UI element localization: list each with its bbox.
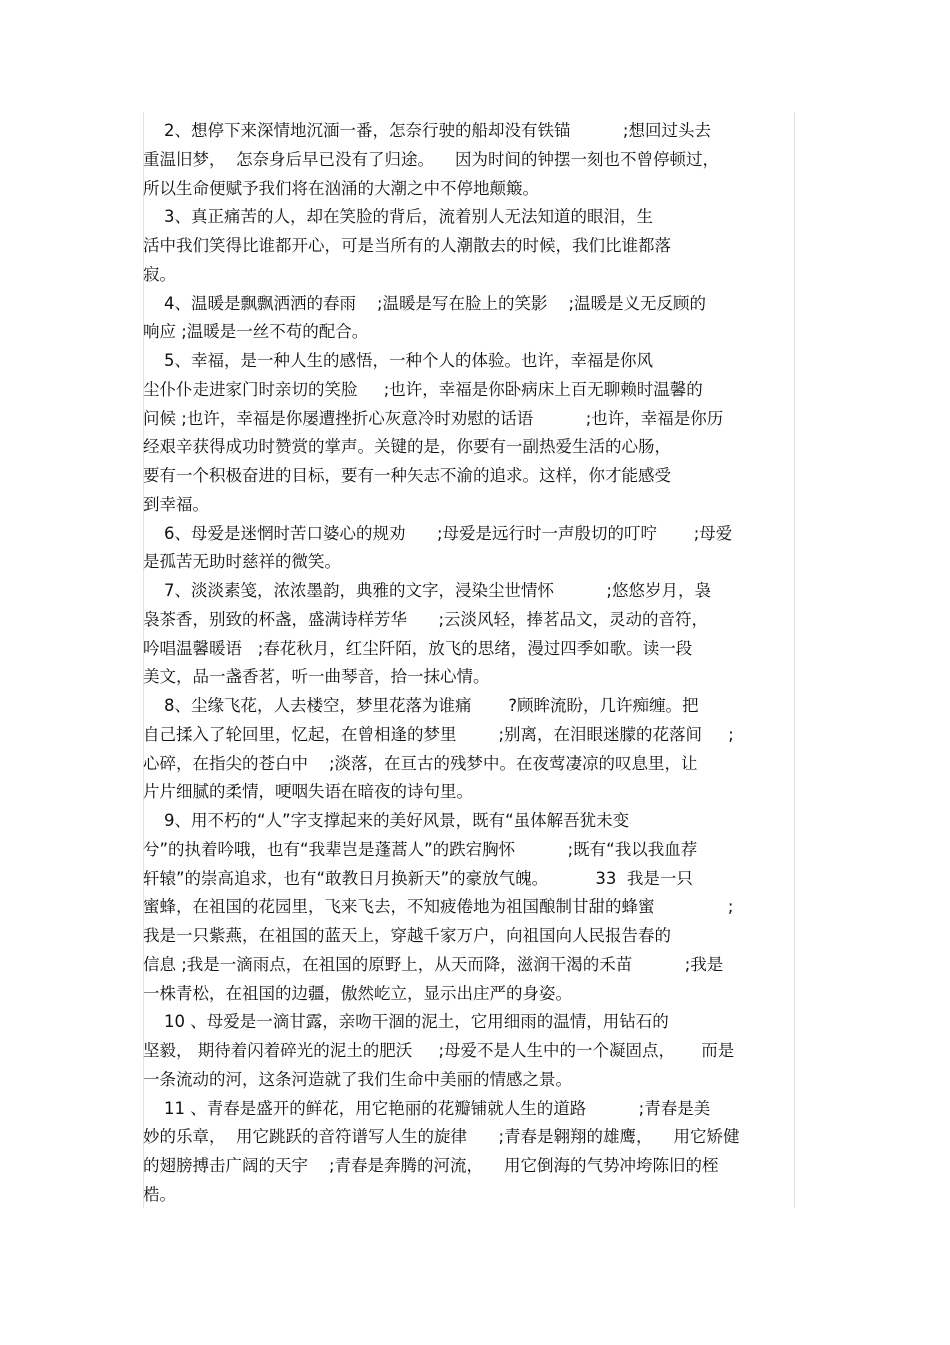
text-line: 美文，品一盏香茗，听一曲琴音，拾一抹心情。 <box>143 667 490 687</box>
text-line: 尘仆仆走进家门时亲切的笑脸 ;也许，幸福是你卧病床上百无聊赖时温馨的 <box>143 379 703 399</box>
text-line: 3、真正痛苦的人，却在笑脸的背后，流着别人无法知道的眼泪，生 <box>143 207 653 227</box>
text-line: 所以生命便赋予我们将在汹涌的大潮之中不停地颠簸。 <box>143 178 539 198</box>
text-line: 4、温暖是飘飘洒洒的春雨 ;温暖是写在脸上的笑影 ;温暖是义无反顾的 <box>143 293 707 313</box>
text-line: 重温旧梦， 怎奈身后早已没有了归途。 因为时间的钟摆一刻也不曾停顿过， <box>143 149 719 169</box>
right-margin-rule <box>794 112 795 1208</box>
text-line: 兮”的执着吟哦，也有“我辈岂是蓬蒿人”的跌宕胸怀 ;既有“我以我血荐 <box>143 839 698 859</box>
text-line: 坚毅， 期待着闪着碎光的泥土的肥沃 ;母爱不是人生中的一个凝固点， 而是 <box>143 1041 735 1060</box>
text-line: 8、尘缘飞花，人去楼空，梦里花落为谁痛 ?顾眸流盼，几许痴缠。把 <box>143 696 699 715</box>
text-line: 我是一只紫燕，在祖国的蓝天上，穿越千家万户，向祖国向人民报告春的 <box>143 926 671 945</box>
text-line: 到幸福。 <box>143 494 209 514</box>
text-line: 6、母爱是迷惘时苦口婆心的规劝 ;母爱是远行时一声殷切的叮咛 ;母爱 <box>143 523 733 543</box>
text-line: 袅茶香，别致的杯盏，盛满诗样芳华 ;云淡风轻，捧茗品文，灵动的音符， <box>143 609 709 629</box>
text-line: 经艰辛获得成功时赞赏的掌声。关键的是，你要有一副热爱生活的心肠， <box>143 437 671 457</box>
text-line: 信息 ;我是一滴雨点，在祖国的原野上，从天而降，滋润干渴的禾苗 ;我是 <box>143 954 724 974</box>
text-line: 2、想停下来深情地沉湎一番，怎奈行驶的船却没有铁锚 ;想回过头去 <box>143 121 711 140</box>
text-line: 蜜蜂，在祖国的花园里，飞来飞去，不知疲倦地为祖国酿制甘甜的蜂蜜 ; <box>143 897 734 917</box>
text-line: 活中我们笑得比谁都开心，可是当所有的人潮散去的时候，我们比谁都落 <box>143 236 671 255</box>
text-line: 7、淡淡素笺，浓浓墨韵，典雅的文字，浸染尘世情怀 ;悠悠岁月，袅 <box>143 581 711 600</box>
text-line: 妙的乐章， 用它跳跃的音符谱写人生的旋律 ;青春是翱翔的雄鹰， 用它矫健 <box>143 1127 740 1147</box>
text-line: 片片细腻的柔情，哽咽失语在暗夜的诗句里。 <box>143 782 473 802</box>
text-line: 的翅膀搏击广阔的天宇 ;青春是奔腾的河流， 用它倒海的气势冲垮陈旧的桎 <box>143 1156 719 1175</box>
text-line: 一条流动的河，这条河造就了我们生命中美丽的情感之景。 <box>143 1069 572 1089</box>
text-line: 是孤苦无助时慈祥的微笑。 <box>143 552 341 572</box>
text-line: 轩辕”的崇高追求，也有“敢教日月换新天”的豪放气魄。 33 我是一只 <box>143 868 693 888</box>
text-line: 吟唱温馨暖语 ;春花秋月，红尘阡陌，放飞的思绪，漫过四季如歌。读一段 <box>143 638 693 658</box>
text-line: 梏。 <box>143 1184 176 1204</box>
text-line: 一株青松，在祖国的边疆，傲然屹立，显示出庄严的身姿。 <box>143 983 572 1003</box>
text-line: 要有一个积极奋进的目标，要有一种矢志不渝的追求。这样，你才能感受 <box>143 466 671 485</box>
text-line: 心碎，在指尖的苍白中 ;淡落，在亘古的残梦中。在夜莺凄凉的叹息里，让 <box>143 753 698 773</box>
text-line: 5、幸福，是一种人生的感悟，一种个人的体验。也许，幸福是你风 <box>143 351 653 370</box>
text-line: 问候 ;也许，幸福是你屡遭挫折心灰意冷时劝慰的话语 ;也许，幸福是你历 <box>143 408 724 428</box>
text-line: 响应 ;温暖是一丝不苟的配合。 <box>143 322 369 342</box>
text-line: 自己揉入了轮回里，忆起，在曾相逢的梦里 ;别离，在泪眼迷朦的花落间 ; <box>143 724 734 744</box>
text-line: 9、用不朽的“人”字支撑起来的美好风景，既有“虽体解吾犹未变 <box>143 811 630 830</box>
text-line: 11 、青春是盛开的鲜花，用它艳丽的花瓣铺就人生的道路 ;青春是美 <box>143 1098 711 1118</box>
text-line: 寂。 <box>143 264 176 284</box>
text-line: 10 、母爱是一滴甘露，亲吻干涸的泥土，它用细雨的温情，用钻石的 <box>143 1012 669 1032</box>
